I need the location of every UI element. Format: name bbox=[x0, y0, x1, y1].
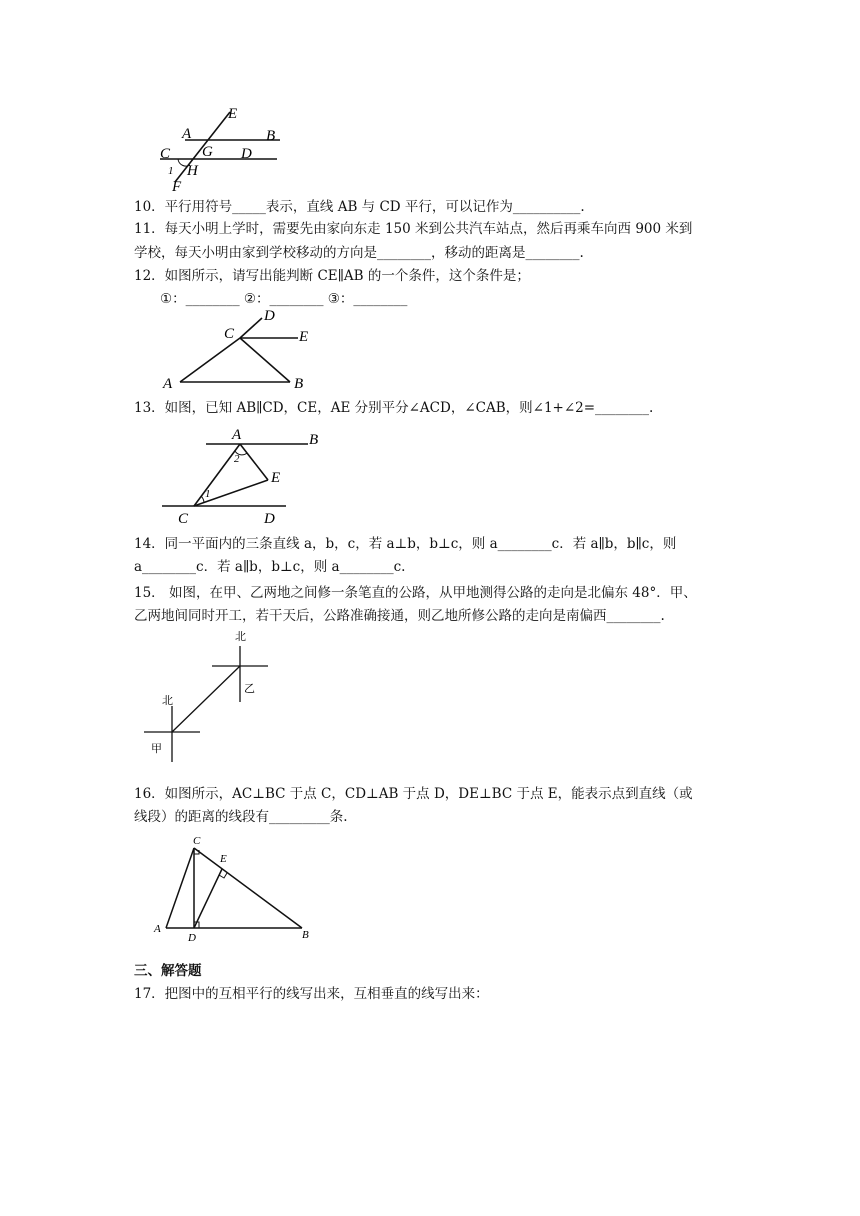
section-heading-answers: 三、解答题 bbox=[134, 963, 202, 979]
question-12-line-1: 12．如图所示，请写出能判断 CE∥AB 的一个条件，这个条件是； bbox=[134, 268, 530, 284]
fig3-label-D: D bbox=[264, 511, 275, 527]
question-15-line-1: 15． 如图，在甲、乙两地之间修一条笔直的公路，从甲地测得公路的走向是北偏东 48°．甲、 bbox=[134, 585, 697, 601]
question-16-line-2: 线段）的距离的线段有_________条. bbox=[134, 809, 348, 825]
fig2-label-A: A bbox=[163, 376, 173, 392]
fig1-label-C: C bbox=[160, 146, 171, 162]
fig4-label-jia: 甲 bbox=[151, 742, 162, 755]
fig1-label-B: B bbox=[266, 128, 276, 144]
fig3-label-B: B bbox=[309, 432, 319, 448]
figure-right-triangle bbox=[150, 832, 320, 944]
fig1-label-H: H bbox=[187, 163, 198, 179]
fig2-label-B: B bbox=[294, 376, 304, 392]
fig4-label-north-yi: 北 bbox=[235, 630, 246, 643]
question-14-line-1: 14．同一平面内的三条直线 a，b，c，若 a⊥b，b⊥c，则 a________c．若 a∥b，b∥c，则 bbox=[134, 536, 677, 552]
question-12-line-2: ①：________ ②：________ ③：________ bbox=[160, 291, 408, 307]
question-13: 13．如图，已知 AB∥CD，CE，AE 分别平分∠ACD，∠CAB，则∠1+∠2=________. bbox=[134, 400, 654, 416]
fig5-label-E: E bbox=[220, 853, 227, 865]
fig1-label-F: F bbox=[172, 179, 182, 195]
fig5-label-B: B bbox=[302, 929, 309, 941]
question-10: 10．平行用符号_____表示，直线 AB 与 CD 平行，可以记作为__________. bbox=[134, 199, 585, 215]
question-14-line-2: a________c．若 a∥b，b⊥c，则 a________c. bbox=[134, 559, 406, 575]
fig5-label-D: D bbox=[188, 932, 196, 944]
question-11-line-2: 学校，每天小明由家到学校移动的方向是________，移动的距离是________. bbox=[134, 245, 584, 261]
question-11-line-1: 11．每天小明上学时，需要先由家向东走 150 米到公共汽车站点，然后再乘车向西 900 米到 bbox=[134, 221, 693, 237]
fig2-label-D: D bbox=[264, 308, 275, 324]
fig1-label-1: 1 bbox=[168, 165, 174, 177]
question-15-line-2: 乙两地间同时开工，若干天后，公路准确接通，则乙地所修公路的走向是南偏西________. bbox=[134, 608, 665, 624]
fig1-label-D: D bbox=[241, 146, 252, 162]
fig1-label-A: A bbox=[182, 126, 192, 142]
fig1-label-G: G bbox=[202, 144, 213, 160]
question-17: 17．把图中的互相平行的线写出来，互相垂直的线写出来： bbox=[134, 986, 489, 1002]
figure-triangle-ce bbox=[160, 308, 320, 394]
fig3-label-A: A bbox=[232, 427, 242, 443]
fig2-label-C: C bbox=[224, 326, 235, 342]
figure-road-directions bbox=[140, 626, 280, 766]
fig3-label-C: C bbox=[178, 511, 189, 527]
figure-transversal bbox=[150, 102, 290, 194]
fig5-label-C: C bbox=[193, 835, 201, 847]
fig3-label-2: 2 bbox=[234, 453, 240, 465]
question-16-line-1: 16．如图所示，AC⊥BC 于点 C，CD⊥AB 于点 D，DE⊥BC 于点 E，能表示点到直线（或 bbox=[134, 786, 693, 802]
fig4-label-yi: 乙 bbox=[244, 682, 255, 695]
fig3-label-E: E bbox=[271, 470, 281, 486]
fig4-label-north-jia: 北 bbox=[162, 694, 173, 707]
fig1-label-E: E bbox=[228, 106, 238, 122]
fig2-label-E: E bbox=[299, 329, 309, 345]
figure-bisectors bbox=[158, 424, 328, 526]
fig3-label-1: 1 bbox=[205, 488, 211, 500]
fig5-label-A: A bbox=[154, 923, 161, 935]
